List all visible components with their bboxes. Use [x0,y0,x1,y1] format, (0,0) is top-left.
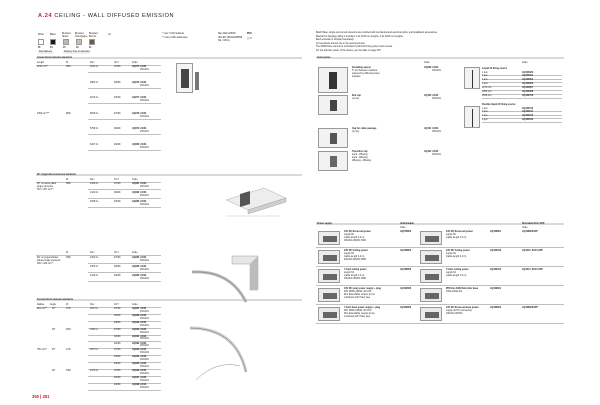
curved-code: AQ094 .01/04 [132,356,147,359]
accessory-desc: 3* pcs between modules, [352,70,378,72]
curved-angle: 45° [52,349,56,352]
power-desc: Dim Extendable version (to be [344,313,375,315]
finish-name-bronze: Brushed Bronze [89,33,98,38]
class-icon: ◫ II [247,37,252,40]
accessory-name: End cap [352,95,361,97]
linear-cct: 3000K [114,128,121,130]
curved-drawings [186,262,286,392]
power-desc: supply 64 [344,253,354,255]
spec-note-1: * max 7 CRU address [162,33,185,35]
note-4: Curved lamps around one in the electrical insert. [316,42,366,45]
curved-angle: 45° [52,308,56,310]
accessory-code: AQ101 .01/04 [424,128,439,130]
note-3: Each emission is included separately. [316,39,355,41]
accessory-finish: 15/16/21 [432,131,441,133]
linear-product-photo [176,63,193,93]
power-code-label-2: Code [522,227,528,229]
angle-b-code: AQ084 .01/04 [132,256,147,259]
susp-code: AQ103008 [522,91,534,93]
angle-title: 90° single direct emission elements [37,174,76,177]
curved-finish: 15/16/21 [140,359,149,362]
power-dim-name: Y-Gain ceiling power [446,269,469,271]
power-desc: (cable length 2,2 m) [344,275,365,277]
angle-a-label-2: single elements [37,186,53,188]
spacer-image [318,67,348,93]
accessory-desc: diffusing - diffusing [352,160,372,162]
curved-title: Curved direct emission elements [37,299,73,302]
linear-col-flux: Flux [90,61,95,64]
curved-radius: 961 mm** [37,308,48,310]
linear-finish: 15/16/21 [140,100,149,102]
power-desc: Dim Extendable version (to be [344,294,375,296]
angle-a-col-flux: Flux [90,178,95,181]
power-dim-desc: 230VAC-48VDC [446,313,463,315]
flex-label: 1 pcs [482,107,488,110]
angle-a-col-w: W [66,178,69,181]
curved-col-code: Code [132,303,138,306]
linear-flux: 5830 lm [90,112,99,115]
flex-code: AQ103010 [522,107,534,110]
linear-col-length: Length [37,61,45,64]
flex-label: 2 pcs [482,111,488,114]
finish-name-white: White [38,34,44,36]
power-dim-desc: 230mm/Dali Pw [446,291,463,293]
power-desc: 48V 300W (300W, 40 6 DC [344,310,372,312]
angle-b-flux: 1363 lm [90,265,99,268]
linear-finish: 15/16/21 [140,84,149,87]
susp-label: 2352 mm [482,91,492,93]
linear-length: 2352 mm*** [37,112,50,115]
note-2: Bracket for hanging ceiling is included: 1 for 1100 mm lengths, 2 for 2202 mm lengths. [316,35,404,38]
linear-col-code: Code [132,61,138,64]
power-supply-image [420,250,442,264]
power-dali-code: AQ109605APP [522,307,538,309]
susp-label: 1176 mm [482,87,492,90]
linear-flux: 3213 lm [90,97,99,99]
accessory-name: Cap for cable passage [352,128,377,130]
power-supply-image [318,250,340,264]
power-dim-desc: supply 60 [446,234,456,236]
power-dim-name: IP65 Ext-4/4/6 Dali Artist base [446,288,479,290]
power-desc: (cable length 2,2 m) [344,256,365,258]
angle-b-code: AQ085 .01/04 [132,265,147,268]
curved-cct: 4000K [114,383,121,386]
angle-a-label-3: 367 x 367 mm** [37,189,54,191]
finish-code-16: 16 [76,46,79,49]
power-desc: supply 64 [344,272,354,274]
accessories-code-label-2: Code [522,61,528,64]
accessory-finish: 15/16/21 [432,154,441,156]
power-name: 24V DC (ace) power supply + plug [344,288,381,290]
power-supply-image [318,288,340,302]
linear-col-cct: CCT [114,61,119,64]
power-desc: supply 60 [344,234,354,236]
swatch-champagne [76,39,82,45]
angle-b-finish: 15/16/21 [140,268,149,271]
power-dim-code: AQ109013 [490,250,502,252]
curved-cct: 3000K [114,356,121,359]
angle-a-code: AQ083 .01/04 [132,201,147,203]
susp-code: AQ103006 [522,83,534,86]
linear-finish: 15/16/21 [140,146,149,149]
finish-name-ref: ref. [108,34,112,36]
curved-finish: 15/16/21 [140,324,149,327]
spec-ce: CE / UKCA [218,40,230,42]
page-header [38,13,174,19]
angle-b-col-w: W [66,252,69,254]
linear-code: AQ080 .01/04 [132,143,147,146]
curved-code: AQ098 .01/04 [132,383,147,386]
curved-code: AQ092 .01/04 [132,342,147,345]
linear-cct: 4000K [114,143,121,146]
angle-a-finish: 15/16/21 [140,186,149,188]
power-dim-name: 24V DC Recessed power [446,231,473,233]
susp-label: 5 pcs [482,83,488,86]
angle-b-cct: 2700K [114,256,121,259]
accessories-title: Accessories [317,57,331,60]
curved-cct: 2700K [114,349,121,352]
power-dim-name: 24V DC Ceiling power [446,250,470,252]
accessory-desc: powered by different power [352,73,380,75]
note-1: Batch Base, single and curved elements are provided with mechanical and electrical joints, and installation accessories. [316,32,438,34]
power-code: AQ078800 [400,231,412,233]
angle-a-code: AQ082 .01/04 [132,192,147,194]
susp-label: 1 pcs [482,71,488,74]
curved-cct: 3000K [114,377,121,379]
susp-label: 4 pcs [482,79,488,82]
angle-a-code: AQ081 .01/04 [132,183,147,185]
linear-w: 86W [66,112,71,115]
curved-radius: 750 mm** [37,349,48,352]
accessory-desc: (1 pcs) [352,98,360,100]
curved-code: AQ087 .01/04 [132,308,147,310]
flex-code: AQ103012 [522,115,534,118]
spec-max-watt: Max Watt 2250W [218,33,236,35]
accessory-code: AQ099 .01/04 [424,67,439,69]
power-dim-code: AQ109604 [490,307,502,309]
power-supply-image [318,231,340,245]
power-supply-image [420,307,442,321]
angle-a-col-cct: CCT [114,178,119,181]
curved-angle: 90° [52,370,56,373]
power-dim-desc: (cable length 2,2 m) [446,237,467,239]
angle-b-flux: 1362 lm [90,256,99,259]
linear-flux: 2041 lm [90,66,99,68]
swatch-black [50,39,56,45]
angle-b-cct: 4000K [114,274,121,277]
power-code: AQ108806 [400,250,412,252]
power-dim-name: 24V DC Recessed base power [446,307,479,309]
curved-finish: 15/16/21 [140,372,149,375]
power-name: Y-Gain ceiling power [344,269,367,271]
swatch-bronze [89,39,95,45]
curved-w: 25W [66,328,71,331]
curved-finish: 15/16/21 [140,310,149,313]
angle-b-label-1: 90° on perpendicular [37,256,59,259]
power-code: AQ109600 [400,288,412,290]
page-sep: | [40,394,42,399]
power-code-label: Code [400,227,406,229]
angle-b-flux: 1443 lm [90,274,99,277]
curved-finish: 15/16/21 [140,366,149,368]
power-supply-image [420,231,442,245]
power-dimmable: Dimmable DALI-APP [522,223,545,226]
linear-finish: 15/16/21 [140,131,149,133]
accessory-finish: 15/16/21 [432,98,441,100]
power-dim-code: AQ108801 [490,231,502,233]
note-5: The AWM Noise cannot be controlled by Mini Dimming system and reverse. [316,46,393,48]
angle-a-flux: 1428 lm [90,183,99,185]
power-title: Power supply [317,223,332,226]
curved-code: AQ095 .01/04 [132,363,147,366]
angle-a-cct: 4000K [114,201,121,203]
curved-code: AQ093 .01/04 [132,349,147,352]
curved-flux: 1180 lm [90,328,99,331]
power-dim-desc: supply 64 [446,253,456,255]
finish-code-15: 15 [63,46,66,49]
curved-code: AQ090 .01/04 [132,328,147,331]
curved-w: 34W [66,370,71,373]
linear-flux: 6427 lm [90,143,99,146]
swatch-nickel [63,39,69,45]
curved-flux: 2374 lm [90,370,99,373]
power-dali-code: AQ1013 .01/04 APP [522,250,543,252]
finish-name-champagne: Brushed Champagne [75,33,88,38]
curved-cct: 3000K [114,314,121,317]
power-desc: 230VAC-48VDC 96W [344,278,366,280]
accessory-code: AQ100 .01/04 [424,95,439,97]
angle-a-label-1: 90° on same plane [37,183,57,185]
suspension-image [464,67,480,89]
flex-suspension-image [464,106,480,128]
linear-flux: 5769 lm [90,128,99,130]
power-desc: (cable length 2,2 m) [344,237,365,239]
linear-flux: 2884 lm [90,81,99,84]
susp-code: AQ103021 [522,75,534,78]
linear-w: 38W [66,66,71,68]
section-title: CEILING - WALL DIFFUSED EMISSION [54,13,175,19]
accessory-desc: track - diffusing [352,154,368,156]
angle-b-w: 38W [66,256,71,259]
class-rating: II [250,37,252,40]
curved-code: AQ096 .01/04 [132,370,147,373]
curved-code: AQ097 .01/04 [132,377,147,379]
curved-col-angle: Angle [50,303,56,306]
angle-a-flux: 1442 lm [90,192,99,194]
susp-label: 3528 mm [482,94,492,97]
curved-finish: 15/16/21 [140,352,149,355]
angle-a-w: 38W [66,183,71,185]
curved-code: AQ091 .01/04 [132,335,147,338]
power-dim-code: AQ109014 [490,269,502,271]
susp-code: AQ102709 [522,94,534,97]
transition-cap-image [318,151,348,171]
swatch-white [38,39,44,45]
angle-b-code: AQ086 .01/04 [132,274,147,277]
linear-code: AQ078 .01/04 [132,112,147,115]
angle-a-col-code: Code [132,178,138,181]
power-name: 24V DC Ceiling power [344,250,368,252]
angle-b-finish: 15/16/21 [140,259,149,262]
note-6: For the effective power of the device, see the table on page 357. [316,49,382,52]
finish-code-01: 01 [38,46,41,49]
power-name: 24V DC Recessed power [344,231,371,233]
flex-code: AQ103013 [522,119,534,122]
finish-name-nickel: Brushed Nickel [62,33,71,38]
angle-a-flux: 1608 lm [90,201,99,203]
power-undimmable: Undimmable [400,223,414,226]
curved-finish: 15/16/21 [140,317,149,320]
angle-b-col-cct: CCT [114,252,119,254]
linear-cct: 2700K [114,112,121,115]
power-dali-code: AQ1014 .01/04 APP [522,269,543,271]
spec-note-2: ** max 2 CRU addresses [162,36,188,39]
curved-flux: 1187 lm [90,349,99,352]
power-desc: 48V 250W (300W, 40 6 DC [344,291,372,293]
angle-b-cct: 3000K [114,265,121,268]
power-supply-image [318,269,340,283]
angle-a-finish: 15/16/21 [140,204,149,206]
power-name: Y-Gain base power supply + plug [344,307,381,309]
linear-code: AQ077 .01/04 [132,97,147,99]
power-code: AQ109603 [400,307,412,309]
flex-title: Flexible liquid 40 fixing source [482,104,516,106]
linear-cct: 4000K [114,97,121,99]
ip-rating: IP20 [247,33,252,35]
accessory-code: AQ102 .01/04 [424,151,439,153]
angle-b-finish: 15/16/21 [140,277,149,280]
curved-finish: 15/16/21 [140,338,149,341]
finish-code-21: 21 [89,46,92,49]
power-desc: 230VAC-48VDC 96W [344,259,366,261]
linear-code: AQ075 .01/04 [132,66,147,68]
curved-finish: 15/16/21 [140,386,149,389]
angle-b-col-flux: Flux [90,252,95,254]
finish-name-black: Black [50,34,56,36]
curved-finish: 15/16/21 [140,331,149,334]
accessory-finish: 15/16/21 [432,70,441,72]
curved-w: 17W [66,308,71,310]
finish-code-04: 04 [50,46,53,49]
power-desc: 230VAC-48VDC 60W [344,240,366,242]
curved-cct: 2700K [114,308,121,310]
power-dim-code: AQ109601 [490,288,502,290]
spec-norm: UNI-EN 1563-EN60598 [218,36,243,39]
power-desc: combined with Triac) (see [344,316,371,318]
power-dim-desc: supply 40 DC (connector) [446,310,473,312]
page-right: 351 [42,394,50,399]
susp-code: AQ103020 [522,71,534,74]
accessory-name: Insulating spacer [352,67,371,69]
accessory-desc: track - diffusing [352,157,368,159]
accessories-code-label: Code [424,61,430,64]
accessory-desc: supplies [352,76,361,78]
power-supply-image [318,307,340,321]
curved-cct: 2700K [114,370,121,373]
power-supply-image [420,269,442,283]
linear-finish: 15/16/21 [140,115,149,118]
curved-cct: 4000K [114,342,121,345]
flex-label: 4 pcs [482,115,488,118]
curved-finish: 15/16/21 [140,345,149,348]
accessories-title-bar [316,57,564,59]
curved-flux: 1187 lm [90,308,99,310]
angle-b-col-code: Code [132,252,138,254]
curved-col-w: W [66,303,69,306]
susp-label: 2 pcs [482,75,488,78]
power-code: AQ108806 [400,269,412,271]
curved-cct: 2700K [114,328,121,331]
angle-b-label-2: planes single elements [37,259,61,262]
curved-cct: 3000K [114,335,121,338]
linear-length: 1150 mm** [37,66,49,68]
flex-code: AQ103011 [522,111,533,114]
linear-cct: 2700K [114,66,121,68]
power-supply-image [420,288,442,302]
susp-code: AQ103001 [522,79,534,82]
curved-code: AQ088 .01/04 [132,314,147,317]
fast-delivery-note: Fast delivery [39,51,53,53]
linear-title: Linear direct emission elements [37,57,72,60]
curved-angle: 90° [52,328,56,331]
curved-col-radius: Radius [37,303,45,306]
page-numbers [32,394,50,399]
curved-w: 17W [66,349,71,352]
power-dim-desc: (cable length 2,2 m) [446,256,467,258]
susp-title: Liquid 40 fixing source [482,68,508,70]
curved-col-flux: Flux [90,303,95,306]
flex-label: 6 pcs [482,119,488,122]
curved-cct: 4000K [114,321,121,324]
curved-cct: 4000K [114,363,121,366]
cable-cap-image [318,128,348,148]
accessory-desc: (1 pcs) [352,131,360,133]
linear-finish: 15/16/21 [140,69,149,71]
power-desc: combined with Triac) (see [344,297,371,299]
angle-a-cct: 2700K [114,183,121,185]
power-dim-desc: (cable length 2,2 m) [446,275,467,277]
angle-b-label-3: 326 x 326 mm** [37,262,54,265]
linear-section-drawing [195,72,199,90]
linear-code: AQ076 .01/04 [132,81,147,84]
angle-a-finish: 15/16/21 [140,195,149,197]
curved-col-cct: CCT [114,303,119,306]
susp-code: AQ103007 [522,87,534,90]
page-left: 350 [32,394,39,399]
linear-col-w: W [66,61,69,64]
delivery-demand-note: Delivery time on demand [64,51,90,53]
end-cap-image [318,95,348,115]
linear-code: AQ079 .01/04 [132,128,147,130]
accessory-name: Transition cap [352,151,368,153]
angle-a-drawing [220,178,295,220]
linear-title-bar [36,57,302,59]
power-dali-code: AQ108802APP [522,231,538,233]
power-dim-desc: supply 64 [446,272,456,274]
section-code: A.24 [38,13,53,19]
curved-code: AQ089 .01/04 [132,321,147,324]
angle-a-cct: 3000K [114,192,121,194]
linear-cct: 3000K [114,81,121,84]
curved-finish: 15/16/21 [140,379,149,382]
